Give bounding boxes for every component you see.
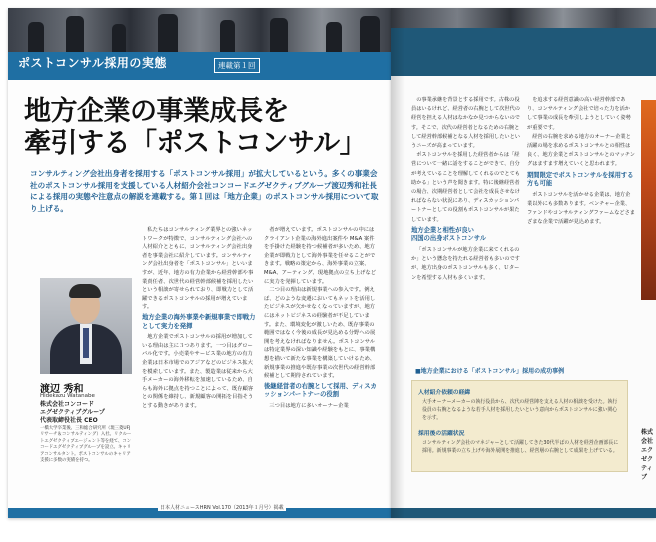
right-column-2 xyxy=(527,96,635,358)
author-bio: 一橋大学卒業後、三和総合研究所（現三菱UFJリサーチ＆コンサルティング）入社。リクルートエグゼクティブエージェント等を経て、コンコードエグゼクティブグループを設立。キャリアコンサルタント。ポストコンサルのキャリア支援に多数の実績を持つ。 xyxy=(40,426,132,464)
right-column-1 xyxy=(411,96,521,358)
body-paragraph: 「ポストコンサルが地方企業に来てくれるのか」という懸念を持たれる経営者も多いのですが、地方出身のポストコンサルも多く、Ｕターンを希望する人材も多くいます。 xyxy=(411,247,520,281)
right-footer-bar xyxy=(391,508,656,518)
right-header-photo-strip xyxy=(391,8,656,28)
author-name-roman: Hidekazu Watanabe xyxy=(40,393,95,399)
case-text: コンサルティング会社のマネジャーとして活躍してきた30代半ばの人材を経営企画部長に採用。新規事業の立ち上げや海外展開を推進し、経営層の右腕として成果を上げている。 xyxy=(422,440,619,454)
author-name: 渡辺 秀和 xyxy=(40,384,84,395)
lead-paragraph: コンサルティング会社出身者を採用する「ポストコンサル採用」が拡大しているという。多くの事業会社のポストコンサル採用を支援している人材紹介会社コンコードエグゼクティブグループ渡辺秀和社長による採用の実態や注意点の解説を連載する。第１回は「地方企業」のポストコンサル採用について取り上げる。 xyxy=(30,169,379,213)
section-subhead: 期間限定でポストコンサルを採用する方も可能 xyxy=(527,171,634,188)
series-badge: 連載第１回 xyxy=(214,58,260,73)
headline-line-2: 牽引する「ポストコンサル」 xyxy=(24,128,367,159)
section-subhead: 地方企業と相性が良い 四国の出身ポストコンサル xyxy=(411,226,486,243)
body-paragraph: 者が増えています。ポストコンサルの中にはクライアント企業の海外進出案件や M&A 案件を手掛けた経験を持つ候補者が多いため、地方企業が即戦力として海外事業を任せることができます。戦略の策定から、海外事業の立案、M&A、アーティング、現地拠点の立ち上げなどに実力を発揮しています。 xyxy=(264,227,377,285)
body-column-2 xyxy=(264,226,378,504)
author-title: 株式会社コンコード エグゼクティブグループ 代表取締役社長 CEO xyxy=(40,401,105,424)
body-paragraph: ポストコンサルを採用した経営者からは「経営について一緒に話をすることができて、自分が考えていることを理解してくれるのでとても助かる」という声を聞きます。特に後継経営者の場合、次期経営者として会社を成長させなければならない状況にあり、ディスカッションパートナーとしての役割もポストコンサルが果たしています。 xyxy=(411,152,520,223)
side-advertisement xyxy=(641,100,656,300)
headline-line-1: 地方企業の事業成長を xyxy=(24,96,289,127)
body-paragraph: 経営の右腕を求める地方のオーナー企業と活躍の場を求めるポストコンサルとの相性は良く、地方企業とポストコンサルとのマッチングはますます増えていくと思われます。 xyxy=(527,133,635,168)
case-subhead: 採用後の活躍状況 xyxy=(418,431,465,437)
headline xyxy=(24,96,384,160)
section-subhead: 地方企業の海外事業や新規事業で即戦力として実力を発揮 xyxy=(142,313,256,330)
series-title: ポストコンサル採用の実態 xyxy=(18,56,167,70)
body-paragraph: 三つ目は地方に多いオーナー企業 xyxy=(269,402,349,409)
right-page xyxy=(391,8,656,518)
case-subhead: 人材紹介依頼の経緯 xyxy=(418,390,471,396)
body-paragraph: 私たちはコンサルティング業界との強いネットワークが特徴で、コンサルティング会社への人材紹介とともに、コンサルティング会社出身者を事業会社に紹介しています。コンサルティング会社出身者を「ポストコンサル」といいますが、近年、地方の有力企業から経営幹部や事業責任者、次世代の経営幹部候補を採用したいという相談が寄せられており、即戦力として活躍できるポストコンサルの採用が増えています。 xyxy=(142,227,254,311)
author-portrait xyxy=(40,278,132,374)
left-page xyxy=(8,8,391,518)
body-paragraph: の事業承継を背景とする採用です。古株の役員はいるけれど、経営者の右腕として次世代の経営を担える人材はなかなか見つからないのです。そこで、次代の経営者となるための右腕として経営幹部候補となる人材を採用したいというニーズが高まっています。 xyxy=(411,97,520,150)
section-subhead: 後継経営者の右腕として採用、ディスカッションパートナーの役割 xyxy=(264,382,377,399)
footer-citation: 日本人材ニュースHRN Vol.170（2013年１月号）掲載 xyxy=(160,505,284,511)
body-paragraph: を追求する経営意識の高い経営幹部であり、コンサルティング会社で培った力を活かして事業の成長を牽引しようとしていく姿勢が重要です。 xyxy=(527,97,631,131)
body-paragraph: 二つ目の理由は新規事業への参入です。例えば、どのような変遷においてもネットを活用したビジネスが欠かせなくなっていますが、地方にはネットビジネスの経験者が不足しています。また、環境変化が激しいため、既存事業の範囲ではなく今後の成長が見込める分野への展開を考えなければなりません。ポストコンサルは特定業界の深い知識や経験をもとに、事業構想を描いて新たな事業を構築していけるため、新規事業の推進や既存事業の次世代の経営幹部候補として期待されています。 xyxy=(264,287,376,380)
side-ad-text: 株式会社エクゼクティブ xyxy=(641,429,654,481)
header-photo-strip xyxy=(8,8,391,52)
right-header-bar xyxy=(391,28,656,76)
case-text: 大手オーナーメーカーの執行役員から、次代の経営陣を支える人材の相談を受けた。執行役員の右腕となるような若手人材を採用したいという意向からポストコンサルに強い関心を示す。 xyxy=(422,399,618,421)
case-box-title: ■地方企業における「ポストコンサル」採用の成功事例 xyxy=(415,368,565,375)
body-column-1 xyxy=(142,226,256,504)
body-paragraph: ポストコンサルを活かせる企業は、地方企業以外にも多数あります。ベンチャー企業、ファンドやコンサルティングファームなどさまざまな企業で活躍が見込めます。 xyxy=(527,191,635,226)
body-paragraph: 地方企業でポストコンサルの採用が増加している理由は主に３つあります。一つ目はグローバル化です。小売業やサービス業の地方の有力企業は日本市場でのアジアなどのビジネス拡大を模索しています。また、製造業は従来から大手メーカーの海外移転を加速しているため、自らも海外に拠点を持つことによって、既存顧客との関係を維持し、新規顧客の開拓を目指そうとする動きがあります。 xyxy=(142,334,254,409)
case-study-box xyxy=(411,380,628,472)
page-gutter xyxy=(391,8,405,518)
